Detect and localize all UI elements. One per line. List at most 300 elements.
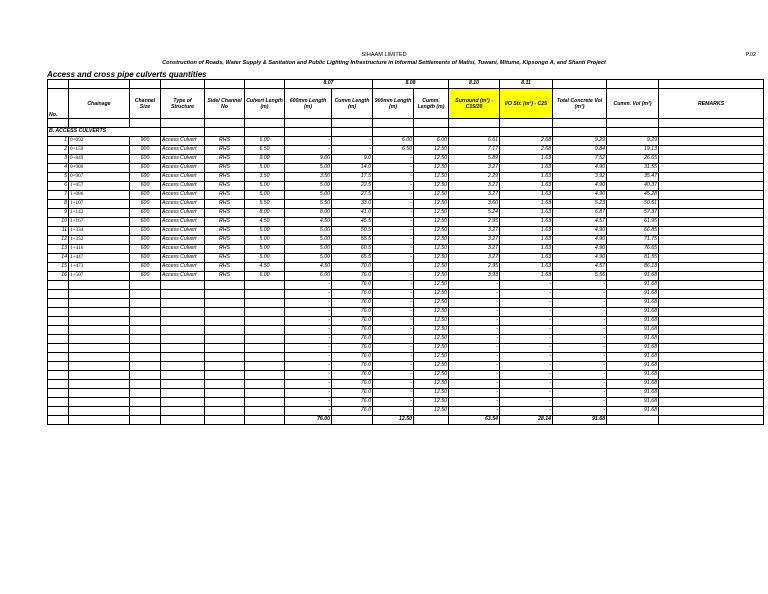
row-no: 16 <box>48 272 69 281</box>
length-900: - <box>373 245 414 254</box>
empty-cell <box>332 416 373 425</box>
table-row <box>48 164 764 173</box>
length-900: - <box>373 281 414 290</box>
structure-type: Access Culvert <box>161 236 205 245</box>
channel-size: 600 <box>130 164 161 173</box>
company-name: SIHAAM LIMITED <box>361 52 407 58</box>
io-structure-volume: - <box>500 290 553 299</box>
channel-size: 600 <box>130 218 161 227</box>
empty-cell <box>48 398 69 407</box>
culvert-length: 5.00 <box>245 191 285 200</box>
col-total-concrete: Total Concrete Vol (m³) <box>553 89 607 119</box>
empty-cell <box>245 317 285 326</box>
col-no: No. <box>48 89 69 119</box>
chainage: 1+507 <box>69 272 130 281</box>
empty-cell <box>130 317 161 326</box>
empty-cell <box>48 380 69 389</box>
io-structure-volume: - <box>500 308 553 317</box>
cumm-length-600: 76.0 <box>332 326 373 335</box>
empty-cell <box>161 398 205 407</box>
col-900-cumm: Cumm. Length (m) <box>414 89 449 119</box>
structure-type: Access Culvert <box>161 155 205 164</box>
code-row <box>48 80 764 89</box>
total-concrete: - <box>553 371 607 380</box>
io-structure-volume: - <box>500 362 553 371</box>
total-concrete: 4.90 <box>553 191 607 200</box>
structure-type: Access Culvert <box>161 191 205 200</box>
side: RHS <box>205 191 245 200</box>
total-concrete: - <box>553 380 607 389</box>
empty-cell <box>69 281 130 290</box>
channel-size: 900 <box>130 146 161 155</box>
empty-cell <box>245 326 285 335</box>
remarks-cell <box>659 236 764 245</box>
total-concrete: - <box>553 317 607 326</box>
length-900: - <box>373 344 414 353</box>
table-row <box>48 389 764 398</box>
io-structure-volume: - <box>500 398 553 407</box>
empty-cell <box>48 416 69 425</box>
col-side: Side/ Channel No <box>205 89 245 119</box>
table-row <box>48 308 764 317</box>
length-900: - <box>373 326 414 335</box>
surround-volume: 2.95 <box>449 263 500 272</box>
empty-cell <box>205 353 245 362</box>
code-cell: 8.10 <box>449 80 500 89</box>
cumm-length-600: 60.5 <box>332 245 373 254</box>
side: RHS <box>205 182 245 191</box>
io-structure-volume: - <box>500 407 553 416</box>
cumm-length-900: 12.50 <box>414 191 449 200</box>
surround-volume: - <box>449 398 500 407</box>
cumm-length-600: 33.0 <box>332 200 373 209</box>
cumm-length-600: - <box>332 137 373 146</box>
remarks-cell <box>659 218 764 227</box>
length-600: - <box>285 398 332 407</box>
row-no: 5 <box>48 173 69 182</box>
io-structure-volume: 1.63 <box>500 209 553 218</box>
channel-size: 600 <box>130 209 161 218</box>
empty-cell <box>245 281 285 290</box>
io-structure-volume: 1.63 <box>500 263 553 272</box>
side: RHS <box>205 173 245 182</box>
total-concrete: - <box>553 326 607 335</box>
total-concrete: - <box>553 290 607 299</box>
structure-type: Access Culvert <box>161 263 205 272</box>
total-concrete: 4.90 <box>553 227 607 236</box>
length-900: - <box>373 299 414 308</box>
length-600: - <box>285 335 332 344</box>
cumm-length-600: - <box>332 146 373 155</box>
length-600: - <box>285 407 332 416</box>
cumm-length-900: 12.50 <box>414 155 449 164</box>
total-concrete: 3.92 <box>553 173 607 182</box>
cumm-length-600: 76.0 <box>332 353 373 362</box>
total-concrete: 6.87 <box>553 209 607 218</box>
cumm-length-600: 9.0 <box>332 155 373 164</box>
channel-size: 600 <box>130 173 161 182</box>
length-900: - <box>373 218 414 227</box>
cumm-volume: 19.13 <box>607 146 659 155</box>
empty-cell <box>245 407 285 416</box>
surround-volume: 5.89 <box>449 155 500 164</box>
row-no: 13 <box>48 245 69 254</box>
length-600: 5.00 <box>285 182 332 191</box>
culvert-length: 5.00 <box>245 182 285 191</box>
empty-cell <box>245 344 285 353</box>
chainage: 0+907 <box>69 173 130 182</box>
cumm-volume: 91.68 <box>607 335 659 344</box>
io-structure-volume: 1.63 <box>500 164 553 173</box>
cumm-length-600: 76.0 <box>332 281 373 290</box>
cumm-length-900: 12.50 <box>414 263 449 272</box>
chainage: 0+900 <box>69 164 130 173</box>
remarks-cell <box>659 254 764 263</box>
empty-cell <box>659 416 764 425</box>
table-row <box>48 191 764 200</box>
project-title: Construction of Roads, Water Supply & Sanitation and Public Lighting Infrastructure in Informal Settlements of Matisi, Tuwani, Mitume, Kipsongo A, and Shanti Project <box>162 60 606 66</box>
length-900: - <box>373 371 414 380</box>
length-900: - <box>373 290 414 299</box>
cumm-length-900: 12.50 <box>414 353 449 362</box>
culvert-length: 5.00 <box>245 236 285 245</box>
length-600: - <box>285 326 332 335</box>
empty-cell <box>48 353 69 362</box>
side: RHS <box>205 200 245 209</box>
empty-cell <box>48 326 69 335</box>
empty-cell <box>414 416 449 425</box>
structure-type: Access Culvert <box>161 272 205 281</box>
empty-cell <box>130 389 161 398</box>
cumm-volume: 86.13 <box>607 263 659 272</box>
length-900: - <box>373 182 414 191</box>
surround-volume: 3.27 <box>449 236 500 245</box>
cumm-length-600: 76.0 <box>332 344 373 353</box>
length-900: - <box>373 164 414 173</box>
empty-cell <box>161 407 205 416</box>
remarks-cell <box>659 398 764 407</box>
length-600: 3.50 <box>285 173 332 182</box>
io-structure-volume: 1.63 <box>500 218 553 227</box>
cumm-length-600: 55.5 <box>332 236 373 245</box>
empty-cell <box>245 362 285 371</box>
cumm-length-900: 12.50 <box>414 209 449 218</box>
empty-cell <box>161 344 205 353</box>
empty-cell <box>161 335 205 344</box>
empty-cell <box>130 299 161 308</box>
length-900: 6.00 <box>373 137 414 146</box>
page-number: P.02 <box>745 52 756 58</box>
table-row <box>48 326 764 335</box>
table-row <box>48 155 764 164</box>
empty-cell <box>69 407 130 416</box>
length-600: 5.00 <box>285 236 332 245</box>
surround-volume: 3.27 <box>449 164 500 173</box>
empty-cell <box>69 317 130 326</box>
cumm-length-600: 76.0 <box>332 317 373 326</box>
total-concrete: 4.90 <box>553 164 607 173</box>
length-600: 8.00 <box>285 209 332 218</box>
cumm-length-600: 22.5 <box>332 182 373 191</box>
cumm-volume: 50.51 <box>607 200 659 209</box>
table-row <box>48 173 764 182</box>
surround-volume: 3.27 <box>449 254 500 263</box>
cumm-length-900: 6.00 <box>414 137 449 146</box>
cumm-length-600: 76.0 <box>332 299 373 308</box>
empty-cell <box>205 407 245 416</box>
io-structure-volume: - <box>500 389 553 398</box>
surround-volume: 2.95 <box>449 218 500 227</box>
io-structure-volume: 1.63 <box>500 191 553 200</box>
remarks-cell <box>659 362 764 371</box>
surround-volume: - <box>449 362 500 371</box>
table-row <box>48 344 764 353</box>
length-600: - <box>285 362 332 371</box>
cumm-length-900: 12.50 <box>414 335 449 344</box>
table-row <box>48 245 764 254</box>
structure-type: Access Culvert <box>161 137 205 146</box>
chainage: 1+416 <box>69 245 130 254</box>
spacer-row <box>48 119 764 128</box>
cumm-length-900: 12.50 <box>414 407 449 416</box>
length-600: - <box>285 380 332 389</box>
empty-cell <box>161 371 205 380</box>
cumm-length-600: 76.0 <box>332 380 373 389</box>
empty-cell <box>69 416 130 425</box>
surround-volume: - <box>449 353 500 362</box>
empty-cell <box>69 398 130 407</box>
total-concrete: 4.57 <box>553 263 607 272</box>
cumm-volume: 91.68 <box>607 317 659 326</box>
cumm-length-600: 76.0 <box>332 371 373 380</box>
empty-cell <box>205 371 245 380</box>
cumm-length-600: 76.0 <box>332 389 373 398</box>
table-row <box>48 218 764 227</box>
quantities-sheet <box>47 79 763 425</box>
length-900: - <box>373 236 414 245</box>
culvert-length: 4.50 <box>245 263 285 272</box>
cumm-volume: 45.28 <box>607 191 659 200</box>
length-900: - <box>373 272 414 281</box>
side: RHS <box>205 137 245 146</box>
cumm-length-600: 76.0 <box>332 398 373 407</box>
empty-cell <box>205 290 245 299</box>
chainage: 1+142 <box>69 209 130 218</box>
io-structure-volume: 1.63 <box>500 254 553 263</box>
totals-row <box>48 416 764 425</box>
col-remarks: REMARKS <box>659 89 764 119</box>
empty-cell <box>161 380 205 389</box>
cumm-volume: 91.68 <box>607 380 659 389</box>
total-concrete: - <box>553 299 607 308</box>
surround-volume: - <box>449 308 500 317</box>
cumm-volume: 71.75 <box>607 236 659 245</box>
cumm-volume: 81.55 <box>607 254 659 263</box>
length-900: - <box>373 209 414 218</box>
length-600: 4.50 <box>285 218 332 227</box>
group-row <box>48 128 764 137</box>
table-row <box>48 263 764 272</box>
table-row <box>48 380 764 389</box>
row-no: 11 <box>48 227 69 236</box>
remarks-cell <box>659 290 764 299</box>
cumm-volume: 91.68 <box>607 299 659 308</box>
table-row <box>48 290 764 299</box>
length-600: 5.00 <box>285 227 332 236</box>
io-structure-volume: - <box>500 344 553 353</box>
cumm-length-900: 12.50 <box>414 236 449 245</box>
empty-cell <box>69 389 130 398</box>
io-structure-volume: - <box>500 281 553 290</box>
surround-volume: 2.29 <box>449 173 500 182</box>
total-concrete: 4.90 <box>553 182 607 191</box>
io-structure-volume: - <box>500 380 553 389</box>
total-concrete: 4.57 <box>553 218 607 227</box>
surround-volume: - <box>449 317 500 326</box>
structure-type: Access Culvert <box>161 245 205 254</box>
cumm-volume: 91.68 <box>607 398 659 407</box>
structure-type: Access Culvert <box>161 164 205 173</box>
remarks-cell <box>659 326 764 335</box>
surround-volume: 3.27 <box>449 182 500 191</box>
length-600: 5.50 <box>285 200 332 209</box>
empty-cell <box>130 407 161 416</box>
side: RHS <box>205 272 245 281</box>
cumm-length-600: 76.0 <box>332 362 373 371</box>
length-600: - <box>285 299 332 308</box>
cumm-volume: 91.68 <box>607 389 659 398</box>
cumm-volume: 40.37 <box>607 182 659 191</box>
remarks-cell <box>659 335 764 344</box>
channel-size: 600 <box>130 155 161 164</box>
surround-volume: 3.27 <box>449 191 500 200</box>
row-no: 6 <box>48 182 69 191</box>
table-row <box>48 146 764 155</box>
cumm-volume: 91.68 <box>607 371 659 380</box>
table-row <box>48 362 764 371</box>
empty-cell <box>245 335 285 344</box>
empty-cell <box>130 416 161 425</box>
total-concrete: - <box>553 335 607 344</box>
structure-type: Access Culvert <box>161 173 205 182</box>
length-900: - <box>373 254 414 263</box>
cumm-length-900: 12.50 <box>414 290 449 299</box>
side: RHS <box>205 164 245 173</box>
remarks-cell <box>659 389 764 398</box>
culvert-length: 9.00 <box>245 155 285 164</box>
empty-cell <box>205 326 245 335</box>
cumm-length-600: 17.5 <box>332 173 373 182</box>
length-600: 4.50 <box>285 263 332 272</box>
cumm-length-900: 12.50 <box>414 281 449 290</box>
chainage: 1+334 <box>69 227 130 236</box>
table-row <box>48 200 764 209</box>
table-row <box>48 317 764 326</box>
io-structure-volume: 2.68 <box>500 146 553 155</box>
cumm-volume: 9.29 <box>607 137 659 146</box>
cumm-volume: 91.68 <box>607 290 659 299</box>
empty-cell <box>245 290 285 299</box>
side: RHS <box>205 263 245 272</box>
length-900: - <box>373 227 414 236</box>
empty-cell <box>130 281 161 290</box>
empty-cell <box>205 335 245 344</box>
empty-cell <box>245 416 285 425</box>
length-900: - <box>373 389 414 398</box>
code-cell: 8.07 <box>285 80 373 89</box>
table-row <box>48 272 764 281</box>
io-structure-volume: - <box>500 317 553 326</box>
total-concrete: 4.90 <box>553 236 607 245</box>
length-900: - <box>373 380 414 389</box>
length-600: 5.00 <box>285 254 332 263</box>
surround-volume: - <box>449 371 500 380</box>
empty-cell <box>48 371 69 380</box>
length-600: - <box>285 146 332 155</box>
remarks-cell <box>659 191 764 200</box>
row-no: 15 <box>48 263 69 272</box>
length-600: 5.00 <box>285 191 332 200</box>
empty-cell <box>245 380 285 389</box>
io-structure-volume: - <box>500 353 553 362</box>
cumm-volume: 91.68 <box>607 362 659 371</box>
channel-size: 600 <box>130 254 161 263</box>
cumm-length-900: 12.50 <box>414 371 449 380</box>
channel-size: 600 <box>130 263 161 272</box>
total-concrete: 7.52 <box>553 155 607 164</box>
empty-cell <box>48 344 69 353</box>
empty-cell <box>205 299 245 308</box>
length-900: - <box>373 308 414 317</box>
cumm-length-600: 50.5 <box>332 227 373 236</box>
io-structure-volume: - <box>500 326 553 335</box>
empty-cell <box>130 344 161 353</box>
surround-volume: 5.24 <box>449 209 500 218</box>
surround-volume: - <box>449 389 500 398</box>
length-600: - <box>285 308 332 317</box>
cumm-length-900: 12.50 <box>414 218 449 227</box>
cumm-length-900: 12.50 <box>414 182 449 191</box>
chainage: 1+473 <box>69 263 130 272</box>
channel-size: 600 <box>130 200 161 209</box>
io-structure-volume: 1.63 <box>500 200 553 209</box>
length-600: - <box>285 344 332 353</box>
cumm-length-900: 12.50 <box>414 200 449 209</box>
table-row <box>48 407 764 416</box>
io-structure-volume: 2.68 <box>500 137 553 146</box>
row-no: 9 <box>48 209 69 218</box>
surround-volume: - <box>449 344 500 353</box>
culvert-length: 5.00 <box>245 164 285 173</box>
chainage: 0+159 <box>69 146 130 155</box>
col-chainage: Chainage <box>69 89 130 119</box>
total-concrete: 5.23 <box>553 200 607 209</box>
col-cumm-vol: Cumm. Vol (m³) <box>607 89 659 119</box>
length-900: - <box>373 335 414 344</box>
table-row <box>48 299 764 308</box>
length-900: - <box>373 407 414 416</box>
length-600: 6.00 <box>285 272 332 281</box>
length-600: - <box>285 281 332 290</box>
side: RHS <box>205 245 245 254</box>
channel-size: 600 <box>130 272 161 281</box>
col-900-length: 900mm Length (m) <box>373 89 414 119</box>
empty-cell <box>48 335 69 344</box>
empty-cell <box>69 326 130 335</box>
table-row <box>48 227 764 236</box>
group-label: B. ACCESS CULVERTS <box>48 128 161 137</box>
cumm-length-600: 76.0 <box>332 290 373 299</box>
